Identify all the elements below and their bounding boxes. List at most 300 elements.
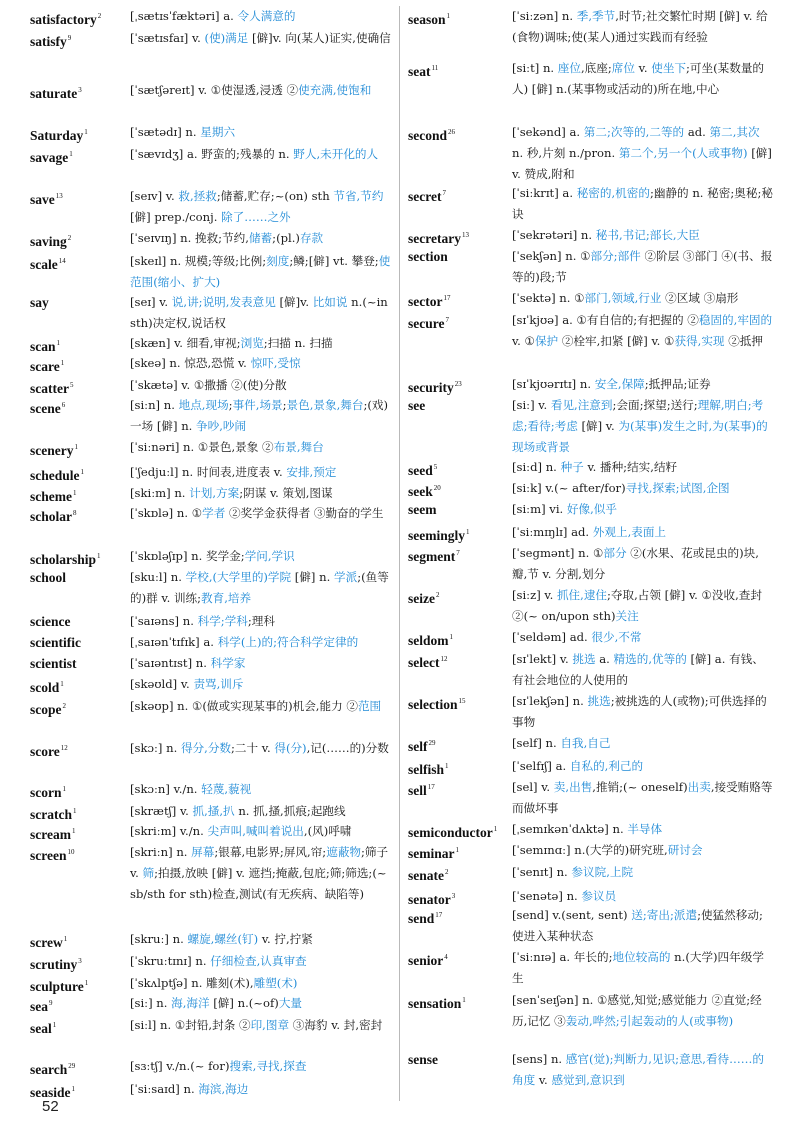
highlighted-sense: 节省,节约 bbox=[333, 189, 384, 203]
headword-text: see bbox=[408, 398, 426, 413]
definition-text: [ˈskruːtɪnɪ] n. bbox=[130, 954, 211, 968]
definition-text: ②奖学金获得者 ③勤奋的学生 bbox=[225, 506, 384, 520]
headword bbox=[408, 990, 466, 1014]
definition-text: ; bbox=[282, 398, 287, 412]
headword-text: security bbox=[408, 380, 454, 395]
frequency-count: 1 bbox=[71, 1085, 75, 1093]
highlighted-sense: 计划,方案 bbox=[189, 486, 240, 500]
headword-text: selection bbox=[408, 697, 458, 712]
headword-text: seemingly bbox=[408, 528, 465, 543]
highlighted-sense: 季,季节 bbox=[576, 9, 616, 23]
definition-text: v. bbox=[634, 61, 652, 75]
definition bbox=[512, 947, 774, 989]
frequency-count: 7 bbox=[442, 189, 446, 197]
definition-text: [skəʊld] v. bbox=[130, 677, 194, 691]
definition-text: ;银幕,电影界;屏风,帘; bbox=[214, 845, 327, 859]
frequency-count: 1 bbox=[462, 996, 466, 1004]
headword-text: scholarship bbox=[30, 552, 97, 567]
frequency-count: 1 bbox=[493, 825, 498, 833]
definition bbox=[130, 186, 394, 228]
definition-text: [siːm] vi. bbox=[512, 502, 567, 516]
definition-text: ,推销;(~ oneself) bbox=[592, 780, 688, 794]
frequency-count: 17 bbox=[443, 294, 451, 302]
definition bbox=[130, 973, 394, 994]
headword bbox=[408, 183, 446, 207]
definition bbox=[512, 246, 774, 288]
highlighted-sense: 科学(上)的;符合科学定律的 bbox=[217, 635, 359, 649]
definition-text: [僻]v. 向(某人)证实,使确信 bbox=[248, 31, 391, 45]
headword bbox=[30, 738, 68, 762]
headword bbox=[408, 58, 438, 82]
definition-text: [send] v.(sent, sent) bbox=[512, 908, 632, 922]
definition-text: [ˈseɪvɪŋ] n. 挽救;节约, bbox=[130, 231, 249, 245]
headword-text: seem bbox=[408, 502, 437, 517]
headword-text: senator bbox=[408, 892, 451, 907]
definition bbox=[512, 990, 774, 1032]
definition-text: [ˈsemɪnɑː] n.(大学的)研究班, bbox=[512, 843, 668, 857]
headword bbox=[408, 733, 436, 757]
headword-text: Saturday bbox=[30, 128, 84, 143]
definition bbox=[130, 611, 394, 632]
highlighted-sense: 筛 bbox=[142, 866, 155, 880]
definition-text: ;(pl.) bbox=[272, 231, 300, 245]
definition bbox=[130, 779, 394, 800]
definition-text: ;被挑选的人(或物);可供选择的事物 bbox=[512, 694, 767, 729]
definition-text: ;幽静的 n. 秘密;奥秘;秘诀 bbox=[512, 186, 773, 221]
definition bbox=[512, 627, 774, 648]
headword bbox=[408, 777, 435, 801]
highlighted-sense: 自我,自己 bbox=[560, 736, 611, 750]
headword bbox=[408, 649, 447, 673]
headword-text: seat bbox=[408, 64, 431, 79]
definition-text: [skəʊp] n. ①(做或实现某事的)机会,能力 ② bbox=[130, 699, 358, 713]
highlighted-sense: 获得,实现 bbox=[674, 334, 725, 348]
highlighted-sense: 挑选 bbox=[587, 694, 611, 708]
headword-text: secure bbox=[408, 316, 445, 331]
definition-text: [skuːl] n. bbox=[130, 570, 186, 584]
highlighted-sense: 席位 bbox=[611, 61, 635, 75]
definition-text: [siː] v. bbox=[512, 398, 551, 412]
headword-text: seek bbox=[408, 484, 433, 499]
definition-text: [ˈsegmənt] n. ① bbox=[512, 546, 604, 560]
highlighted-sense: 海滨,海边 bbox=[198, 1082, 249, 1096]
definition-text: ②栓牢,扣紧 [僻] v. ① bbox=[558, 334, 675, 348]
definition-text: [ˈsaɪəntɪst] n. bbox=[130, 656, 211, 670]
definition-text: ;(戏)一场 [僻] n. bbox=[130, 398, 389, 433]
frequency-count: 13 bbox=[55, 192, 63, 200]
highlighted-sense: 除了……之外 bbox=[221, 210, 291, 224]
definition-text: ad. bbox=[684, 125, 710, 139]
headword-text: scold bbox=[30, 680, 60, 695]
definition-text: [skriːn] n. bbox=[130, 845, 192, 859]
highlighted-sense: 存款 bbox=[299, 231, 324, 245]
definition-text: [僻] v. bbox=[577, 419, 619, 433]
definition bbox=[512, 886, 774, 907]
headword-text: selfish bbox=[408, 762, 445, 777]
headword-text: scholar bbox=[30, 509, 72, 524]
definition-text: [ˌsaɪənˈtɪfɪk] a. bbox=[130, 635, 218, 649]
headword bbox=[408, 905, 442, 929]
highlighted-sense: 送;寄出;派遣 bbox=[631, 908, 698, 922]
definition bbox=[130, 801, 394, 822]
definition-text: [sɪˈlekt] v. bbox=[512, 652, 573, 666]
headword bbox=[30, 395, 65, 419]
definition-text: [siːd] n. bbox=[512, 460, 561, 474]
definition-text: [skeɪl] n. 规模;等级;比例; bbox=[130, 254, 267, 268]
highlighted-sense: 地点,现场 bbox=[178, 398, 229, 412]
definition-text: [僻] n. bbox=[291, 570, 334, 584]
definition-text: [sɪˈkjʊərɪtɪ] n. bbox=[512, 377, 595, 391]
highlighted-sense: 稳固的,牢固的 bbox=[698, 313, 773, 327]
definition-text: ;拍摄,放映 [僻] v. 遮挡;掩蔽,包庇;筛;筛选;(~ sb/sth for sth)检查,测试(有无疾病、缺陷等) bbox=[130, 866, 387, 901]
definition bbox=[512, 733, 774, 754]
headword-text: scan bbox=[30, 339, 56, 354]
definition-text: ;会面;探望;送行; bbox=[612, 398, 698, 412]
definition bbox=[130, 1015, 394, 1036]
definition-text: ②抵押 bbox=[724, 334, 763, 348]
headword-text: section bbox=[408, 249, 448, 264]
highlighted-sense: 遮蔽物 bbox=[326, 845, 362, 859]
definition bbox=[512, 649, 774, 691]
headword-text: scenery bbox=[30, 443, 74, 458]
headword-text: second bbox=[408, 128, 448, 143]
headword bbox=[408, 288, 450, 312]
definition-text: [siːk] v.(~ after/for) bbox=[512, 481, 626, 495]
highlighted-sense: 尖声叫,喊叫着说出 bbox=[207, 824, 304, 838]
frequency-count: 12 bbox=[440, 655, 448, 663]
definition-text: [ˈsekrətəri] n. bbox=[512, 228, 596, 242]
frequency-count: 1 bbox=[56, 339, 61, 347]
frequency-count: 3 bbox=[78, 957, 82, 965]
headword-text: scratch bbox=[30, 807, 72, 822]
definition bbox=[512, 58, 774, 100]
frequency-count: 2 bbox=[445, 868, 449, 876]
headword bbox=[30, 292, 49, 313]
headword-text: scrutiny bbox=[30, 957, 78, 972]
frequency-count: 14 bbox=[58, 257, 66, 265]
definition bbox=[512, 183, 774, 225]
definition bbox=[512, 478, 774, 499]
headword bbox=[30, 567, 66, 588]
definition bbox=[130, 80, 394, 101]
definition bbox=[512, 522, 774, 543]
highlighted-sense: 保护 bbox=[534, 334, 559, 348]
headword bbox=[30, 842, 75, 866]
headword bbox=[30, 186, 63, 210]
definition-text: ;储蓄,贮存;~(on) sth bbox=[216, 189, 334, 203]
frequency-count: 1 bbox=[60, 680, 64, 688]
headword-text: save bbox=[30, 192, 55, 207]
highlighted-sense: 部门,领域,行业 bbox=[584, 291, 662, 305]
highlighted-sense: 雕塑(术) bbox=[253, 976, 298, 990]
definition bbox=[512, 840, 774, 861]
headword-text: seminar bbox=[408, 846, 455, 861]
definition-text: [僻] v. 赞成,附和 bbox=[512, 146, 772, 181]
definition bbox=[512, 122, 774, 185]
headword-text: scientific bbox=[30, 635, 81, 650]
definition-text: [siːt] n. bbox=[512, 61, 558, 75]
frequency-count: 8 bbox=[73, 509, 77, 517]
highlighted-sense: 第二,其次 bbox=[709, 125, 760, 139]
headword-text: science bbox=[30, 614, 71, 629]
headword-text: scorn bbox=[30, 785, 62, 800]
frequency-count: 1 bbox=[69, 150, 73, 158]
definition bbox=[512, 585, 774, 627]
definition-text: ,接受贿赂等而做坏事 bbox=[512, 780, 773, 815]
headword bbox=[30, 674, 64, 698]
headword-text: scene bbox=[30, 401, 61, 416]
headword-text: screw bbox=[30, 935, 63, 950]
definition bbox=[130, 292, 394, 334]
highlighted-sense: (使)满足 bbox=[204, 31, 249, 45]
definition bbox=[512, 6, 774, 48]
definition-text: [siːl] n. ①封铅,封条 ② bbox=[130, 1018, 251, 1032]
frequency-count: 12 bbox=[60, 744, 68, 752]
definition-text: ;二十 v. bbox=[231, 741, 275, 755]
definition-text: [siː] n. bbox=[130, 996, 172, 1010]
headword bbox=[408, 395, 425, 416]
frequency-count: 4 bbox=[444, 953, 448, 961]
highlighted-sense: 学者 bbox=[202, 506, 226, 520]
definition bbox=[130, 122, 394, 143]
highlighted-sense: 学校,(大学里的)学院 bbox=[185, 570, 292, 584]
definition-text: [skriːm] v./n. bbox=[130, 824, 208, 838]
definition-text: ②(水果、花或昆虫的)块,瓣,节 v. 分割,划分 bbox=[512, 546, 759, 581]
highlighted-sense: 精选的,优等的 bbox=[613, 652, 687, 666]
definition bbox=[130, 144, 394, 165]
highlighted-sense: 安全,保障 bbox=[594, 377, 645, 391]
highlighted-sense: 比如说 bbox=[312, 295, 348, 309]
definition-text: [sel] v. bbox=[512, 780, 554, 794]
definition-text: ;扫描 n. 扫描 bbox=[263, 336, 333, 350]
definition-text: [ˈsektə] n. ① bbox=[512, 291, 585, 305]
headword bbox=[30, 1015, 56, 1039]
definition-text: ,底座; bbox=[581, 61, 612, 75]
definition-text: [ˈsiːnɪə] a. 年长的; bbox=[512, 950, 613, 964]
highlighted-sense: 感觉到,意识到 bbox=[551, 1073, 625, 1087]
headword bbox=[408, 499, 436, 520]
headword-text: self bbox=[408, 739, 428, 754]
definition-text: [seɪv] v. bbox=[130, 189, 179, 203]
definition-text: [ˈsekənd] a. bbox=[512, 125, 584, 139]
definition bbox=[512, 543, 774, 585]
definition-text: [ˈskɒlə] n. ① bbox=[130, 506, 203, 520]
headword bbox=[408, 1049, 438, 1070]
definition bbox=[130, 353, 394, 374]
definition-text: ②区域 ③扇形 bbox=[661, 291, 739, 305]
highlighted-sense: 景色,景象,舞台 bbox=[286, 398, 364, 412]
frequency-count: 20 bbox=[433, 484, 441, 492]
headword bbox=[30, 653, 77, 674]
definition-text: [僻] prep./conj. bbox=[130, 210, 222, 224]
definition-text: ;筛子 v. bbox=[130, 845, 389, 880]
headword-text: segment bbox=[408, 549, 456, 564]
highlighted-sense: 好像,似乎 bbox=[566, 502, 617, 516]
highlighted-sense: 参议员 bbox=[581, 889, 617, 903]
highlighted-sense: 储蓄 bbox=[248, 231, 273, 245]
definition bbox=[512, 457, 774, 478]
frequency-count: 29 bbox=[428, 739, 436, 747]
highlighted-sense: 寻找,探索;试图,企图 bbox=[625, 481, 730, 495]
definition bbox=[130, 6, 394, 27]
definition-text: [ˈsenətə] n. bbox=[512, 889, 582, 903]
frequency-count: 17 bbox=[435, 911, 443, 919]
definition-text: [skæn] v. 细看,审视; bbox=[130, 336, 241, 350]
headword bbox=[30, 1056, 75, 1080]
headword-text: sensation bbox=[408, 996, 462, 1011]
headword bbox=[30, 228, 71, 252]
headword-text: seal bbox=[30, 1021, 52, 1036]
highlighted-sense: 责骂,训斥 bbox=[193, 677, 244, 691]
highlighted-sense: 事件,场景 bbox=[232, 398, 283, 412]
highlighted-sense: 座位 bbox=[557, 61, 581, 75]
definition-text: [ˈseldəm] ad. bbox=[512, 630, 592, 644]
definition-text: [ˈsiːmɪŋlɪ] ad. bbox=[512, 525, 593, 539]
highlighted-sense: 浏览 bbox=[240, 336, 264, 350]
definition bbox=[512, 499, 774, 520]
frequency-count: 1 bbox=[62, 785, 66, 793]
definition bbox=[130, 483, 394, 504]
highlighted-sense: 理解,明白;考虑;看待;考虑 bbox=[512, 398, 764, 433]
definition-text: [ˈskætə] v. ①撒播 ②(使)分散 bbox=[130, 378, 287, 392]
frequency-count: 1 bbox=[63, 935, 68, 943]
definition-text: [ˈsiːzən] n. bbox=[512, 9, 577, 23]
highlighted-sense: 秘书,书记;部长,大臣 bbox=[595, 228, 700, 242]
frequency-count: 15 bbox=[458, 697, 466, 705]
highlighted-sense: 学问,学识 bbox=[244, 549, 295, 563]
definition bbox=[130, 503, 394, 524]
headword bbox=[30, 28, 71, 52]
definition bbox=[512, 225, 774, 246]
highlighted-sense: 科学;学科 bbox=[197, 614, 248, 628]
definition-text: [self] n. bbox=[512, 736, 561, 750]
definition bbox=[512, 691, 774, 733]
headword bbox=[408, 947, 448, 971]
headword-text: search bbox=[30, 1062, 68, 1077]
headword-text: satisfactory bbox=[30, 12, 97, 27]
definition-text: [ˈsiːsaɪd] n. bbox=[130, 1082, 199, 1096]
headword-text: sell bbox=[408, 783, 427, 798]
highlighted-sense: 感官(觉);判断力,见识;意思,看待……的角度 bbox=[512, 1052, 764, 1087]
headword-text: scope bbox=[30, 702, 62, 717]
definition-text: [sens] n. bbox=[512, 1052, 566, 1066]
definition-text: ②阶层 ③部门 ④(书、报等的)段;节 bbox=[512, 249, 773, 284]
definition-text: ; bbox=[228, 398, 233, 412]
headword-text: sense bbox=[408, 1052, 438, 1067]
headword-text: secret bbox=[408, 189, 442, 204]
highlighted-sense: 地位较高的 bbox=[612, 950, 671, 964]
headword-text: sea bbox=[30, 999, 48, 1014]
highlighted-sense: 外观上,表面上 bbox=[592, 525, 667, 539]
definition-text: [siːn] n. bbox=[130, 398, 179, 412]
headword-text: scream bbox=[30, 827, 71, 842]
definition bbox=[130, 653, 394, 674]
headword bbox=[408, 840, 459, 864]
highlighted-sense: 种子 bbox=[560, 460, 584, 474]
definition bbox=[130, 28, 394, 49]
highlighted-sense: 研讨会 bbox=[667, 843, 703, 857]
headword bbox=[30, 503, 77, 527]
definition-text: [ˌsætɪsˈfæktəri] a. bbox=[130, 9, 238, 23]
highlighted-sense: 野人,未开化的人 bbox=[293, 147, 379, 161]
definition-text: [ˈsenɪt] n. bbox=[512, 865, 572, 879]
definition bbox=[130, 696, 394, 717]
headword-text: send bbox=[408, 911, 435, 926]
frequency-count: 10 bbox=[67, 848, 75, 856]
highlighted-sense: 教育,培养 bbox=[201, 591, 252, 605]
frequency-count: 7 bbox=[445, 316, 449, 324]
headword bbox=[408, 122, 455, 146]
definition bbox=[512, 310, 774, 352]
definition-text: [skrætʃ] v. bbox=[130, 804, 193, 818]
highlighted-sense: 挑选 bbox=[572, 652, 596, 666]
frequency-count: 1 bbox=[84, 128, 88, 136]
definition-text: ,记(……的)分数 bbox=[306, 741, 389, 755]
frequency-count: 26 bbox=[448, 128, 456, 136]
definition-text: ;使猛然移动;使进入某种状态 bbox=[512, 908, 763, 943]
definition-text: [skeə] n. 惊恐,恐慌 v. bbox=[130, 356, 251, 370]
headword-text: semiconductor bbox=[408, 825, 493, 840]
highlighted-sense: 惊吓,受惊 bbox=[250, 356, 301, 370]
frequency-count: 2 bbox=[97, 12, 102, 20]
headword-text: score bbox=[30, 744, 60, 759]
highlighted-sense: 使充满,使饱和 bbox=[298, 83, 372, 97]
definition bbox=[130, 1056, 394, 1077]
definition-text: ,(风)呼啸 bbox=[303, 824, 352, 838]
frequency-count: 13 bbox=[461, 231, 469, 239]
headword bbox=[30, 80, 82, 104]
headword bbox=[30, 632, 81, 653]
definition-text: n.(~in sth)决定权,说话权 bbox=[130, 295, 388, 330]
highlighted-sense: 布景,舞台 bbox=[273, 440, 324, 454]
definition-text: [ˈsætʃəreɪt] v. ①使湿透,浸透 ② bbox=[130, 83, 299, 97]
highlighted-sense: 救,拯救 bbox=[178, 189, 217, 203]
frequency-count: 11 bbox=[431, 64, 439, 72]
frequency-count: 1 bbox=[71, 827, 76, 835]
definition-text: [ˈsaɪəns] n. bbox=[130, 614, 198, 628]
highlighted-sense: 关注 bbox=[615, 609, 639, 623]
definition bbox=[130, 567, 394, 609]
headword-text: seldom bbox=[408, 633, 449, 648]
headword-text: senate bbox=[408, 868, 444, 883]
definition-text: [ˈʃedjuːl] n. 时间表,进度表 v. bbox=[130, 465, 287, 479]
definition bbox=[130, 437, 394, 458]
definition-text: [skiːm] n. bbox=[130, 486, 190, 500]
definition bbox=[512, 288, 774, 309]
definition-text: [僻] n.(~of) bbox=[209, 996, 279, 1010]
headword-text: scheme bbox=[30, 489, 72, 504]
frequency-count: 1 bbox=[97, 552, 101, 560]
definition-text: [ˈsekʃən] n. ① bbox=[512, 249, 591, 263]
headword bbox=[30, 951, 82, 975]
definition bbox=[130, 375, 394, 396]
headword bbox=[30, 437, 78, 461]
definition bbox=[130, 993, 394, 1014]
headword-text: scientist bbox=[30, 656, 77, 671]
headword-text: secretary bbox=[408, 231, 461, 246]
definition-text: ;夺取,占领 [僻] v. ①没收,查封 ②(~ on/upon sth) bbox=[512, 588, 762, 623]
highlighted-sense: 说,讲;说明,发表意见 bbox=[171, 295, 276, 309]
headword bbox=[30, 144, 73, 168]
highlighted-sense: 轻蔑,藐视 bbox=[201, 782, 252, 796]
headword bbox=[30, 696, 66, 720]
highlighted-sense: 得分,分数 bbox=[180, 741, 232, 755]
highlighted-sense: 看见,注意到 bbox=[550, 398, 613, 412]
headword bbox=[408, 6, 450, 30]
highlighted-sense: 螺旋,螺丝(钉) bbox=[187, 932, 259, 946]
definition-text: v. bbox=[535, 1073, 552, 1087]
highlighted-sense: 屏幕 bbox=[191, 845, 215, 859]
